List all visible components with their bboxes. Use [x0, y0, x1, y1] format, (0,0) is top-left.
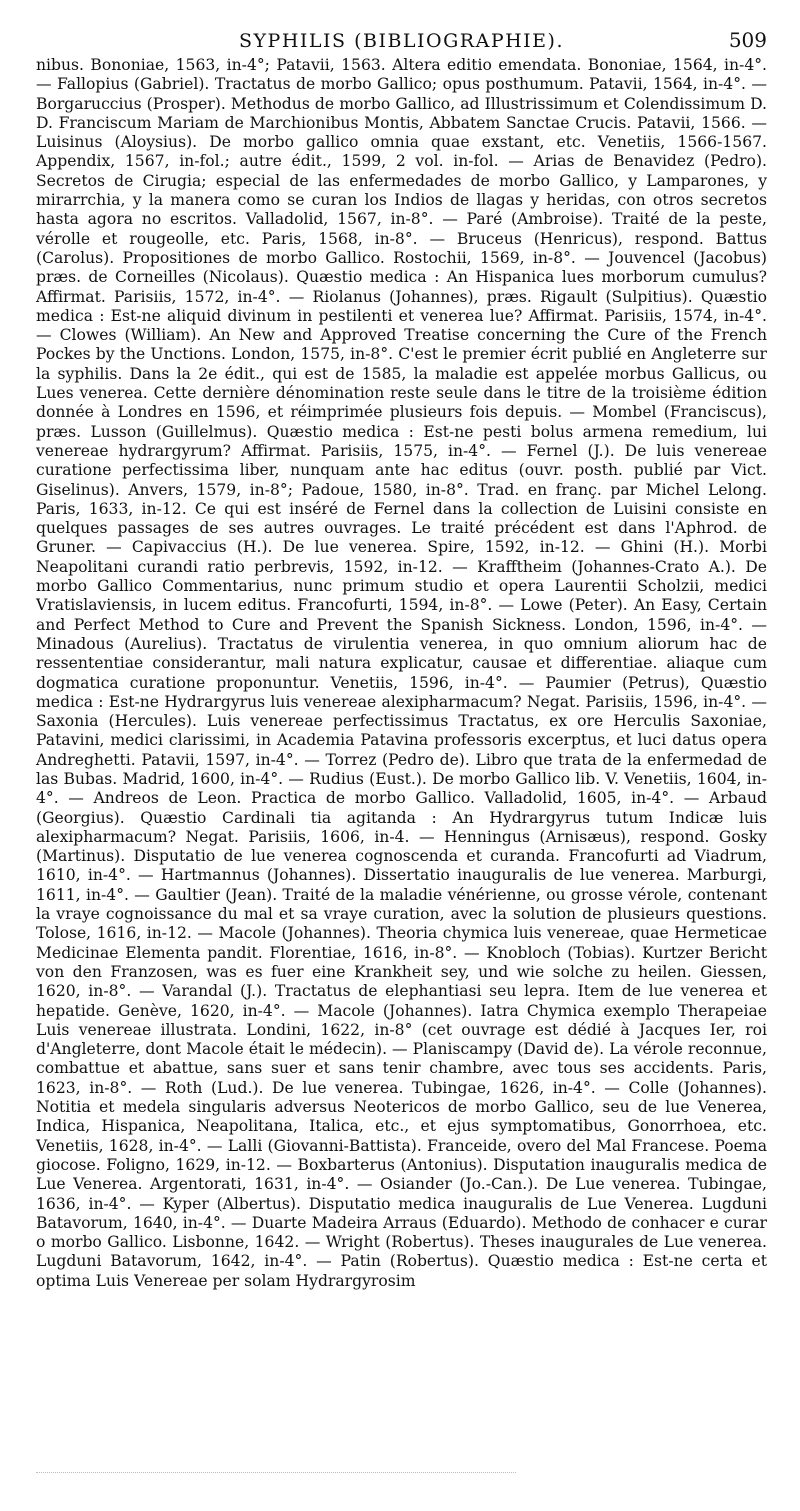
page-header [36, 0, 767, 56]
bibliography-text [36, 56, 767, 1291]
footer-smudge [36, 1472, 516, 1477]
bibliography-paragraph: nibus. Bononiae, 1563, in-4°; Patavii, 1563. Altera editio emendata. Bononiae, 1564, in-4°. — Fallopius (Gabriel). Tractatus de morbo Gallico; opus posthumum. Patavii, 1564, in-4°. — Borgaruccius (Prosper). Methodus de morbo Gallico, ad Illustrissimum et Colendissimum D. D. Franciscum Mariam de Marchionibus Montis, Abbatem Sanctae Crucis. Patavii, 1566. — Luisinus (Aloysius). De morbo gallico omnia quae exstant, etc. Venetiis, 1566-1567. Appendix, 1567, in-fol.; autre édit., 1599, 2 vol. in-fol. — Arias de Benavidez (Pedro). Secretos de Cirugia; especial de las enfermedades de morbo Gallico, y Lamparones, y mirarrchia, y la manera como se curan los Indios de llagas y heridas, con otros secretos hasta agora no escritos. Valladolid, 1567, in-8°. — Paré (Ambroise). Traité de la peste, vérolle et rougeolle, etc. Paris, 1568, in-8°. — Bruceus (Henricus), respond. Battus (Carolus). Propositiones de morbo Gallico. Rostochii, 1569, in-8°. — Jouvencel (Jacobus) præs. de Corneilles (Nicolaus). Quæstio medica : An Hispanica lues morborum cumulus? Affirmat. Parisiis, 1572, in-4°. — Riolanus (Johannes), præs. Rigault (Sulpitius). Quæstio medica : Est-ne aliquid divinum in pestilenti et venerea lue? Affirmat. Parisiis, 1574, in-4°. — Clowes (William). An New and Approved Treatise concerning the Cure of the French Pockes by the Unctions. London, 1575, in-8°. C'est le premier écrit publié en Angleterre sur la syphilis. Dans la 2e édit., qui est de 1585, la maladie est appelée morbus Gallicus, ou Lues venerea. Cette dernière dénomination reste seule dans le titre de la troisième édition donnée à Londres en 1596, et réimprimée plusieurs fois depuis. — Mombel (Franciscus), præs. Lusson (Guillelmus). Quæstio medica : Est-ne pesti bolus armena remedium, lui venereae hydrargyrum? Affirmat. Parisiis, 1575, in-4°. — Fernel (J.). De luis venereae curatione perfectissima liber, nunquam ante hac editus (ouvr. posth. publié par Vict. Giselinus). Anvers, 1579, in-8°; Padoue, 1580, in-8°. Trad. en franç. par Michel Lelong. Paris, 1633, in-12. Ce qui est inséré de Fernel dans la collection de Luisini consiste en quelques passages de ses autres ouvrages. Le traité précédent est dans l'Aphrod. de Gruner. — Capivaccius (H.). De lue venerea. Spire, 1592, in-12. — Ghini (H.). Morbi Neapolitani curandi ratio perbrevis, 1592, in-12. — Krafftheim (Johannes-Crato A.). De morbo Gallico Commentarius, nunc primum studio et opera Laurentii Scholzii, medici Vratislaviensis, in lucem editus. Francofurti, 1594, in-8°. — Lowe (Peter). An Easy, Certain and Perfect Method to Cure and Prevent the Spanish Sickness. London, 1596, in-4°. — Minadous (Aurelius). Tractatus de virulentia venerea, in quo omnium aliorum hac de ressententiae considerantur, mali natura explicatur, causae et differentiae. aliaque cum dogmatica curatione proponuntur. Venetiis, 1596, in-4°. — Paumier (Petrus), Quæstio medica : Est-ne Hydrargyrus luis venereae alexipharmacum? Negat. Parisiis, 1596, in-4°. — Saxonia (Hercules). Luis venereae perfectissimus Tractatus, ex ore Herculis Saxoniae, Patavini, medici clarissimi, in Academia Patavina professoris excerptus, et luci datus opera Andreghetti. Patavii, 1597, in-4°. — Torrez (Pedro de). Libro que trata de la enfermedad de las Bubas. Madrid, 1600, in-4°. — Rudius (Eust.). De morbo Gallico lib. V. Venetiis, 1604, in-4°. — Andreos de Leon. Practica de morbo Gallico. Valladolid, 1605, in-4°. — Arbaud (Georgius). Quæstio Cardinali tia agitanda : An Hydrargyrus tutum Indicæ luis alexipharmacum? Negat. Parisiis, 1606, in-4. — Henningus (Arnisæus), respond. Gosky (Martinus). Disputatio de lue venerea cognoscenda et curanda. Francofurti ad Viadrum, 1610, in-4°. — Hartmannus (Johannes). Dissertatio inauguralis de lue venerea. Marburgi, 1611, in-4°. — Gaultier (Jean). Traité de la maladie vénérienne, ou grosse vérole, contenant la vraye cognoissance du mal et sa vraye curation, avec la solution de plusieurs questions. Tolose, 1616, in-12. — Macole (Johannes). Theoria chymica luis venereae, quae Hermeticae Medicinae Elementa pandit. Florentiae, 1616, in-8°. — Knobloch (Tobias). Kurtzer Bericht von den Franzosen, was es fuer eine Krankheit sey, und wie solche zu heilen. Giessen, 1620, in-8°. — Varandal (J.). Tractatus de elephantiasi seu lepra. Item de lue venerea et hepatide. Genève, 1620, in-4°. — Macole (Johannes). Iatra Chymica exemplo Therapeiae Luis venereae illustrata. Londini, 1622, in-8° (cet ouvrage est dédié à Jacques Ier, roi d'Angleterre, dont Macole était le médecin). — Planiscampy (David de). La vérole reconnue, combattue et abattue, sans suer et sans tenir chambre, avec tous ses accidents. Paris, 1623, in-8°. — Roth (Lud.). De lue venerea. Tubingae, 1626, in-4°. — Colle (Johannes). Notitia et medela singularis adversus Neotericos de morbo Gallico, seu de lue Venerea, Indica, Hispanica, Neapolitana, Italica, etc., et ejus symptomatibus, Gonorrhoea, etc. Venetiis, 1628, in-4°. — Lalli (Giovanni-Battista). Franceide, overo del Mal Francese. Poema giocose. Foligno, 1629, in-12. — Boxbarterus (Antonius). Disputation inauguralis medica de Lue Venerea. Argentorati, 1631, in-4°. — Osiander (Jo.-Can.). De Lue venerea. Tubingae, 1636, in-4°. — Kyper (Albertus). Disputatio medica inauguralis de Lue Venerea. Lugduni Batavorum, 1640, in-4°. — Duarte Madeira Arraus (Eduardo). Methodo de conhacer e curar o morbo Gallico. Lisbonne, 1642. — Wright (Robertus). Theses inaugurales de Lue venerea. Lugduni Batavorum, 1642, in-4°. — Patin (Robertus). Quæstio medica : Est-ne certa et optima Luis Venereae per solam Hydrargyrosim [36, 56, 767, 1290]
running-title: SYPHILIS (BIBLIOGRAPHIE). [238, 30, 565, 52]
document-page [36, 0, 767, 1291]
page-number: 509 [728, 28, 767, 52]
